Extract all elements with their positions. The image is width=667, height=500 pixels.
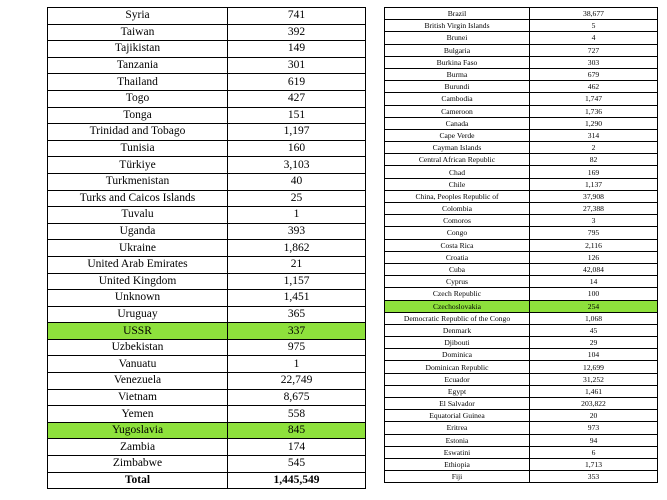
table-row (385, 471, 658, 483)
table-row (48, 406, 366, 423)
country-cell: Central African Republic (385, 154, 530, 166)
value-cell: 314 (530, 129, 658, 141)
table-row (385, 215, 658, 227)
table-row (385, 251, 658, 263)
country-cell: Cameroon (385, 105, 530, 117)
table-row (385, 129, 658, 141)
value-cell: 741 (228, 8, 366, 25)
table-row (48, 389, 366, 406)
country-cell: Yemen (48, 406, 228, 423)
table-row (385, 32, 658, 44)
country-cell: Denmark (385, 324, 530, 336)
country-cell: Zimbabwe (48, 456, 228, 473)
value-cell: 393 (228, 223, 366, 240)
country-cell: Chad (385, 166, 530, 178)
country-cell: Uzbekistan (48, 339, 228, 356)
table-row (385, 44, 658, 56)
value-cell: 8,675 (228, 389, 366, 406)
table-row (385, 20, 658, 32)
value-cell: 1,461 (530, 385, 658, 397)
value-cell: 558 (228, 406, 366, 423)
highlighted-table-row (385, 300, 658, 312)
country-cell: Syria (48, 8, 228, 25)
country-cell: Trinidad and Tobago (48, 124, 228, 141)
country-cell: Thailand (48, 74, 228, 91)
value-cell: 2 (530, 142, 658, 154)
value-cell: 1,197 (228, 124, 366, 141)
country-cell: Fiji (385, 471, 530, 483)
value-cell: 27,388 (530, 203, 658, 215)
country-cell: Tunisia (48, 140, 228, 157)
country-cell: Ethiopia (385, 458, 530, 470)
country-cell: USSR (48, 323, 228, 340)
country-cell: Taiwan (48, 24, 228, 41)
value-cell: 392 (228, 24, 366, 41)
table-row (48, 240, 366, 257)
value-cell: 1 (228, 356, 366, 373)
country-cell: Tuvalu (48, 207, 228, 224)
value-cell: 462 (530, 81, 658, 93)
table-row (48, 157, 366, 174)
value-cell: 104 (530, 349, 658, 361)
value-cell: 4 (530, 32, 658, 44)
value-cell: 126 (530, 251, 658, 263)
table-row (48, 140, 366, 157)
country-cell: Ukraine (48, 240, 228, 257)
value-cell: 427 (228, 90, 366, 107)
value-cell: 545 (228, 456, 366, 473)
country-cell: Croatia (385, 251, 530, 263)
value-cell: 303 (530, 56, 658, 68)
value-cell: 82 (530, 154, 658, 166)
table-row (385, 349, 658, 361)
table-row (385, 410, 658, 422)
country-cell: Venezuela (48, 373, 228, 390)
table-row (385, 312, 658, 324)
value-cell: 619 (228, 74, 366, 91)
table-row (385, 385, 658, 397)
country-cell: United Kingdom (48, 273, 228, 290)
table-row (385, 361, 658, 373)
country-cell: British Virgin Islands (385, 20, 530, 32)
value-cell: 353 (530, 471, 658, 483)
table-row (385, 81, 658, 93)
highlighted-table-row (48, 323, 366, 340)
value-cell: 31,252 (530, 373, 658, 385)
country-cell: Eswatini (385, 446, 530, 458)
country-cell: Cuba (385, 263, 530, 275)
value-cell: 151 (228, 107, 366, 124)
value-cell: 845 (228, 422, 366, 439)
table-row (385, 398, 658, 410)
table-row (48, 8, 366, 25)
country-cell: Brazil (385, 8, 530, 20)
country-cell: Cyprus (385, 276, 530, 288)
country-cell: Unknown (48, 290, 228, 307)
value-cell: 3 (530, 215, 658, 227)
total-value: 1,445,549 (228, 472, 366, 489)
value-cell: 12,699 (530, 361, 658, 373)
country-cell: Vietnam (48, 389, 228, 406)
country-cell: Zambia (48, 439, 228, 456)
country-cell: Democratic Republic of the Congo (385, 312, 530, 324)
table-row (385, 227, 658, 239)
country-cell: Ecuador (385, 373, 530, 385)
table-row (48, 290, 366, 307)
value-cell: 1,290 (530, 117, 658, 129)
table-row (385, 178, 658, 190)
value-cell: 40 (228, 173, 366, 190)
value-cell: 149 (228, 41, 366, 58)
value-cell: 1,068 (530, 312, 658, 324)
value-cell: 160 (228, 140, 366, 157)
table-row (385, 142, 658, 154)
value-cell: 679 (530, 68, 658, 80)
country-cell: Burma (385, 68, 530, 80)
value-cell: 20 (530, 410, 658, 422)
table-row (48, 41, 366, 58)
table-row (385, 93, 658, 105)
value-cell: 42,084 (530, 263, 658, 275)
country-cell: Estonia (385, 434, 530, 446)
value-cell: 37,908 (530, 190, 658, 202)
country-cell: Togo (48, 90, 228, 107)
country-cell: Bulgaria (385, 44, 530, 56)
value-cell: 973 (530, 422, 658, 434)
table-row (385, 337, 658, 349)
highlighted-table-row (48, 422, 366, 439)
table-row (385, 373, 658, 385)
country-cell: Canada (385, 117, 530, 129)
value-cell: 94 (530, 434, 658, 446)
table-row (385, 288, 658, 300)
table-row (385, 239, 658, 251)
value-cell: 6 (530, 446, 658, 458)
country-cell: Turks and Caicos Islands (48, 190, 228, 207)
country-cell: Colombia (385, 203, 530, 215)
table-row (48, 273, 366, 290)
value-cell: 1 (228, 207, 366, 224)
value-cell: 1,713 (530, 458, 658, 470)
value-cell: 254 (530, 300, 658, 312)
right-country-table (384, 7, 658, 483)
value-cell: 5 (530, 20, 658, 32)
country-cell: Costa Rica (385, 239, 530, 251)
value-cell: 203,822 (530, 398, 658, 410)
table-row (385, 203, 658, 215)
country-cell: Uganda (48, 223, 228, 240)
country-cell: Uruguay (48, 306, 228, 323)
table-row (48, 107, 366, 124)
country-cell: China, Peoples Republic of (385, 190, 530, 202)
country-cell: Turkmenistan (48, 173, 228, 190)
left-country-table (47, 7, 366, 489)
table-row (385, 56, 658, 68)
country-cell: Equatorial Guinea (385, 410, 530, 422)
table-row (48, 207, 366, 224)
table-row (385, 458, 658, 470)
table-row (48, 173, 366, 190)
table-row (385, 166, 658, 178)
table-row (48, 456, 366, 473)
value-cell: 1,862 (228, 240, 366, 257)
value-cell: 14 (530, 276, 658, 288)
left-table-body (48, 8, 366, 489)
country-cell: Chile (385, 178, 530, 190)
table-row (385, 105, 658, 117)
value-cell: 1,137 (530, 178, 658, 190)
country-cell: Tonga (48, 107, 228, 124)
table-row (48, 74, 366, 91)
country-cell: Djibouti (385, 337, 530, 349)
table-row (48, 190, 366, 207)
table-row (48, 90, 366, 107)
value-cell: 975 (228, 339, 366, 356)
country-cell: Vanuatu (48, 356, 228, 373)
country-cell: Brunei (385, 32, 530, 44)
table-row (385, 190, 658, 202)
table-row (385, 446, 658, 458)
table-row (385, 8, 658, 20)
value-cell: 337 (228, 323, 366, 340)
country-cell: Czechoslovakia (385, 300, 530, 312)
table-row (48, 57, 366, 74)
value-cell: 100 (530, 288, 658, 300)
country-cell: United Arab Emirates (48, 256, 228, 273)
country-cell: Cayman Islands (385, 142, 530, 154)
table-row (385, 263, 658, 275)
value-cell: 29 (530, 337, 658, 349)
value-cell: 169 (530, 166, 658, 178)
country-cell: Burundi (385, 81, 530, 93)
country-cell: Comoros (385, 215, 530, 227)
table-row (385, 154, 658, 166)
table-row (48, 306, 366, 323)
country-cell: Tanzania (48, 57, 228, 74)
value-cell: 727 (530, 44, 658, 56)
country-cell: Congo (385, 227, 530, 239)
value-cell: 1,157 (228, 273, 366, 290)
total-row (48, 472, 366, 489)
table-row (385, 422, 658, 434)
value-cell: 3,103 (228, 157, 366, 174)
country-cell: Dominica (385, 349, 530, 361)
country-cell: Czech Republic (385, 288, 530, 300)
country-cell: Eritrea (385, 422, 530, 434)
table-row (385, 434, 658, 446)
value-cell: 174 (228, 439, 366, 456)
table-row (48, 439, 366, 456)
total-label: Total (48, 472, 228, 489)
country-cell: Egypt (385, 385, 530, 397)
country-cell: El Salvador (385, 398, 530, 410)
table-row (48, 373, 366, 390)
country-cell: Yugoslavia (48, 422, 228, 439)
value-cell: 1,747 (530, 93, 658, 105)
value-cell: 365 (228, 306, 366, 323)
value-cell: 22,749 (228, 373, 366, 390)
value-cell: 795 (530, 227, 658, 239)
value-cell: 1,451 (228, 290, 366, 307)
right-table-body (385, 8, 658, 483)
country-cell: Tajikistan (48, 41, 228, 58)
country-cell: Burkina Faso (385, 56, 530, 68)
table-row (48, 256, 366, 273)
table-row (385, 324, 658, 336)
value-cell: 301 (228, 57, 366, 74)
table-row (48, 124, 366, 141)
table-row (48, 339, 366, 356)
country-cell: Dominican Republic (385, 361, 530, 373)
table-row (385, 276, 658, 288)
value-cell: 38,677 (530, 8, 658, 20)
value-cell: 45 (530, 324, 658, 336)
value-cell: 1,736 (530, 105, 658, 117)
country-cell: Türkiye (48, 157, 228, 174)
value-cell: 21 (228, 256, 366, 273)
table-row (48, 223, 366, 240)
table-row (385, 117, 658, 129)
country-cell: Cambodia (385, 93, 530, 105)
table-row (385, 68, 658, 80)
country-cell: Cape Verde (385, 129, 530, 141)
value-cell: 25 (228, 190, 366, 207)
value-cell: 2,116 (530, 239, 658, 251)
table-row (48, 24, 366, 41)
table-row (48, 356, 366, 373)
